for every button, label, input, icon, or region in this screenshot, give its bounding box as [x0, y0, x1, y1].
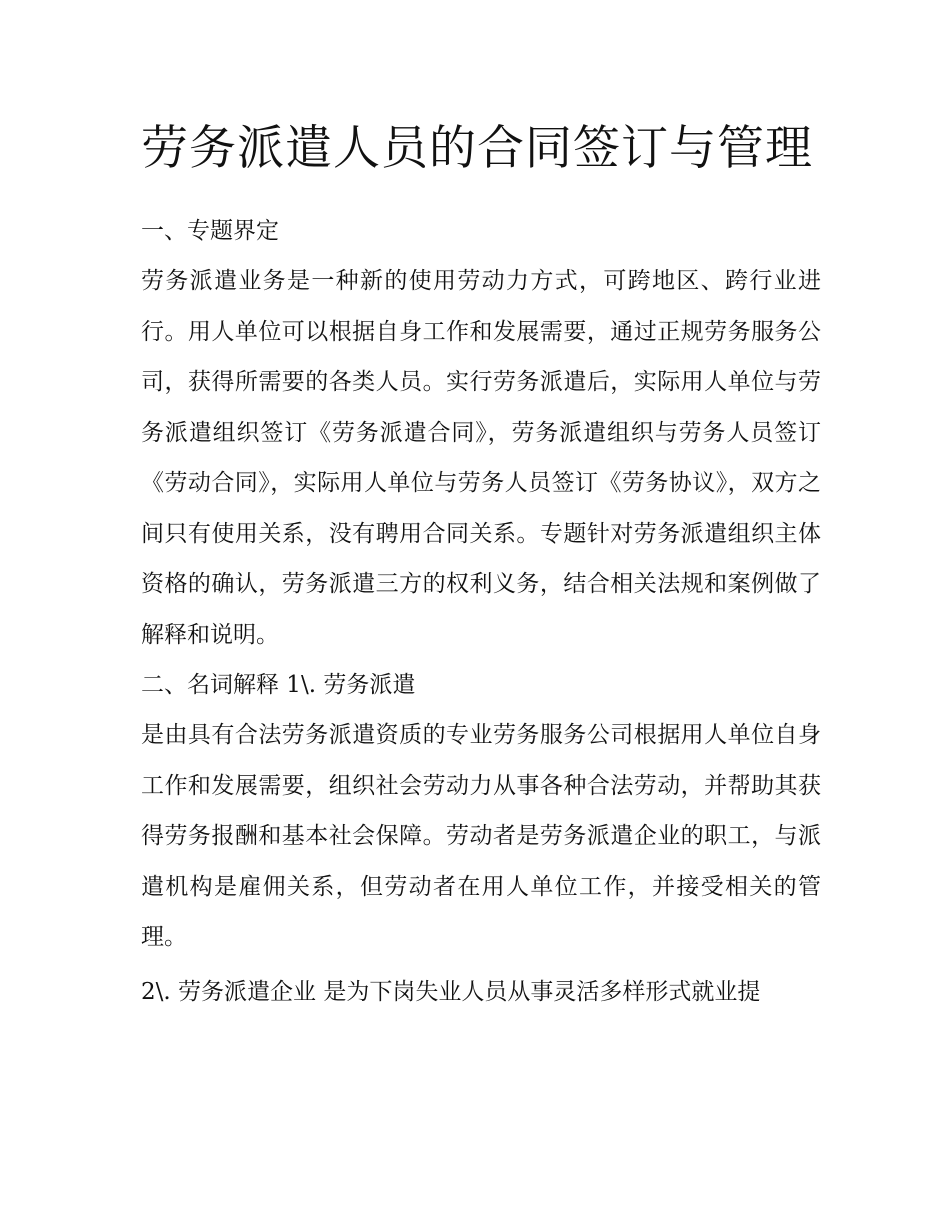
section-paragraph: 是由具有合法劳务派遣资质的专业劳务服务公司根据用人单位自身工作和发展需要，组织社会劳动力从事各种合法劳动，并帮助其获得劳务报酬和基本社会保障。劳动者是劳务派遣企业的职工，与派遣机构是雇佣关系，但劳动者在用人单位工作，并接受相关的管理。	[141, 722, 821, 950]
document-page	[141, 110, 821, 1017]
trailing-paragraph: 2\. 劳务派遣企业 是为下岗失业人员从事灵活多样形式就业提	[141, 978, 761, 1005]
section-paragraph: 劳务派遣业务是一种新的使用劳动力方式，可跨地区、跨行业进行。用人单位可以根据自身工作和发展需要，通过正规劳务服务公司，获得所需要的各类人员。实行劳务派遣后，实际用人单位与劳务派遣组织签订《劳务派遣合同》，劳务派遣组织与劳务人员签订《劳动合同》，实际用人单位与劳务人员签订《劳务协议》，双方之间只有使用关系，没有聘用合同关系。专题针对劳务派遣组织主体资格的确认，劳务派遣三方的权利义务，结合相关法规和案例做了解释和说明。	[141, 268, 821, 648]
section-glossary	[141, 660, 821, 963]
section-heading: 一、专题界定	[141, 218, 279, 244]
section-heading: 二、名词解释 1\. 劳务派遣	[141, 672, 416, 698]
document-title: 劳务派遣人员的合同签订与管理	[141, 121, 813, 176]
section-definition	[141, 206, 821, 660]
